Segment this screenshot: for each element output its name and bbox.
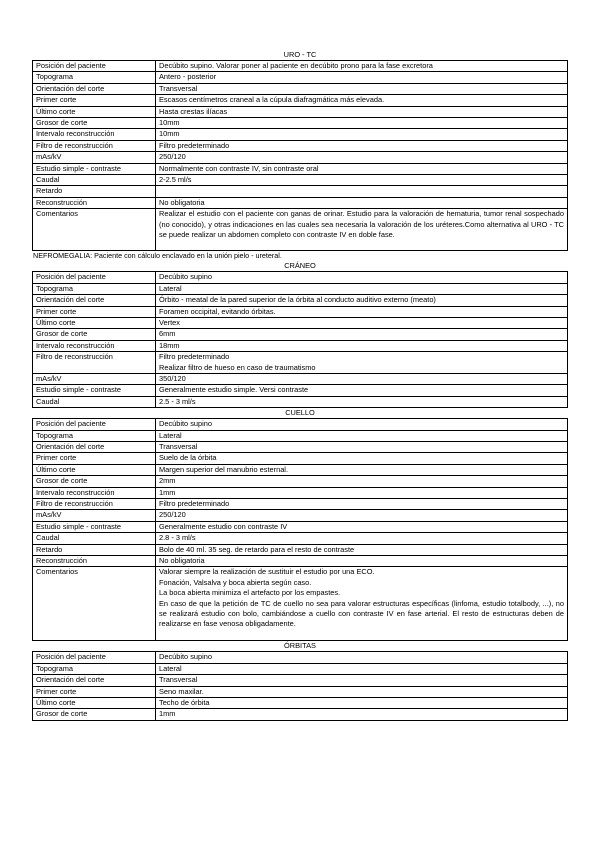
row-value — [156, 453, 568, 464]
protocol-table-craneo — [32, 271, 568, 408]
row-value-line: 2.8 - 3 ml/s — [159, 533, 196, 543]
row-value — [156, 186, 568, 197]
table-row — [33, 209, 568, 251]
row-label: Posición del paciente — [33, 272, 156, 283]
row-value — [156, 533, 568, 544]
row-label: Topograma — [33, 72, 156, 83]
protocol-table-cuello — [32, 418, 568, 641]
table-row — [33, 163, 568, 174]
table-row — [33, 283, 568, 294]
row-value — [156, 373, 568, 384]
table-row — [33, 175, 568, 186]
row-label: Estudio simple - contraste — [33, 521, 156, 532]
row-value — [156, 487, 568, 498]
row-value-line: Normalmente con contraste IV, sin contraste oral — [159, 163, 319, 173]
row-value-line: Transversal — [159, 675, 198, 685]
row-value-line: Lateral — [159, 663, 182, 673]
row-value-line: Decúbito supino — [159, 419, 213, 429]
row-label: Intervalo reconstrucción — [33, 340, 156, 351]
row-value — [156, 419, 568, 430]
table-row — [33, 106, 568, 117]
row-value — [156, 83, 568, 94]
row-label: Intervalo reconstrucción — [33, 487, 156, 498]
row-label: Intervalo reconstrucción — [33, 129, 156, 140]
row-label: Posición del paciente — [33, 652, 156, 663]
table-row — [33, 476, 568, 487]
row-label: Orientación del corte — [33, 83, 156, 94]
row-value-line: Filtro predeterminado — [159, 140, 230, 150]
table-row — [33, 352, 568, 374]
row-label: Orientación del corte — [33, 441, 156, 452]
row-value — [156, 175, 568, 186]
row-label: Reconstrucción — [33, 556, 156, 567]
row-value-line: 350/120 — [159, 373, 186, 383]
row-value — [156, 106, 568, 117]
row-value-line: Valorar siempre la realización de sustituir el estudio por una ECO. — [159, 567, 375, 577]
row-value — [156, 272, 568, 283]
row-value-line: Lateral — [159, 430, 182, 440]
table-row — [33, 686, 568, 697]
row-label: mAs/kV — [33, 510, 156, 521]
row-value — [156, 95, 568, 106]
table-row — [33, 533, 568, 544]
row-value — [156, 283, 568, 294]
row-value-line: 1mm — [159, 709, 176, 719]
row-value — [156, 129, 568, 140]
row-label: Topograma — [33, 283, 156, 294]
table-row — [33, 499, 568, 510]
section-title-craneo: CRÁNEO — [284, 261, 316, 271]
row-label: Estudio simple - contraste — [33, 163, 156, 174]
row-value-line: Generalmente estudio con contraste IV — [159, 521, 288, 531]
table-row — [33, 340, 568, 351]
row-value-line: 6mm — [159, 329, 176, 339]
row-label: Posición del paciente — [33, 419, 156, 430]
protocol-table-orbitas — [32, 651, 568, 720]
row-value — [156, 197, 568, 208]
row-value — [156, 464, 568, 475]
table-row — [33, 567, 568, 641]
row-value — [156, 152, 568, 163]
row-value-line: Vertex — [159, 317, 180, 327]
row-value-line: Transversal — [159, 83, 198, 93]
row-value — [156, 163, 568, 174]
row-label: Caudal — [33, 396, 156, 407]
row-label: mAs/kV — [33, 152, 156, 163]
row-value-line: 2mm — [159, 476, 176, 486]
section-note: NEFROMEGALIA: Paciente con cálculo enclavado en la unión pielo - ureteral. — [33, 251, 282, 261]
row-value-line: 18mm — [159, 340, 180, 350]
row-label: Grosor de corte — [33, 118, 156, 129]
row-value — [156, 385, 568, 396]
row-value — [156, 499, 568, 510]
row-label: Grosor de corte — [33, 329, 156, 340]
row-value-line: En caso de que la petición de TC de cuello no sea para valorar estructuras específicas (linfoma, estudio totalbody, ...), no se realizará estudio con bolo, cambiándose a cuello con contraste IV en fase arterial. El resto de estructuras deben de realizarse en fase venosa obligadamente. — [159, 598, 564, 629]
row-value-line: 250/120 — [159, 152, 186, 162]
row-value-line: Realizar el estudio con el paciente con ganas de orinar. Estudio para la valoración de hematuria, tumor renal sospechado (no conocido), y otras indicaciones en las cuales sea necesaria la valoración de los uréteres.Como alternativa al URO - TC se puede realizar un abdomen completo con contraste IV en doble fase. — [159, 209, 564, 240]
row-value — [156, 556, 568, 567]
table-row — [33, 152, 568, 163]
table-row — [33, 663, 568, 674]
row-value-line: Decúbito supino — [159, 272, 213, 282]
row-value-line: Decúbito supino — [159, 652, 213, 662]
row-value — [156, 544, 568, 555]
table-row — [33, 295, 568, 306]
row-value — [156, 567, 568, 641]
row-value-line: Hasta crestas ilíacas — [159, 106, 228, 116]
row-label: Último corte — [33, 317, 156, 328]
table-row — [33, 197, 568, 208]
table-row — [33, 140, 568, 151]
row-value — [156, 675, 568, 686]
row-value-line: Decúbito supino. Valorar poner al paciente en decúbito prono para la fase excretora — [159, 61, 433, 70]
row-value — [156, 295, 568, 306]
table-row — [33, 373, 568, 384]
row-label: Filtro de reconstrucción — [33, 140, 156, 151]
table-row — [33, 521, 568, 532]
table-row — [33, 510, 568, 521]
row-value — [156, 352, 568, 374]
table-row — [33, 396, 568, 407]
row-value-line: Fonación, Valsalva y boca abierta según caso. — [159, 577, 312, 587]
row-value-line: Órbito - meatal de la pared superior de la órbita al conducto auditivo externo (meato) — [159, 295, 436, 305]
row-value — [156, 329, 568, 340]
row-value-line: Transversal — [159, 441, 198, 451]
table-row — [33, 118, 568, 129]
row-label: Grosor de corte — [33, 709, 156, 720]
row-value — [156, 521, 568, 532]
table-row — [33, 675, 568, 686]
row-label: Filtro de reconstrucción — [33, 499, 156, 510]
row-label: Estudio simple - contraste — [33, 385, 156, 396]
row-value-line: 10mm — [159, 129, 180, 139]
row-value-line: Lateral — [159, 283, 182, 293]
row-label: Orientación del corte — [33, 295, 156, 306]
row-label: Caudal — [33, 533, 156, 544]
table-row — [33, 464, 568, 475]
table-row — [33, 556, 568, 567]
row-label: Comentarios — [33, 567, 156, 641]
row-value-line: La boca abierta minimiza el artefacto por los empastes. — [159, 588, 341, 598]
table-row — [33, 306, 568, 317]
row-value-line: 250/120 — [159, 510, 186, 520]
row-label: Primer corte — [33, 453, 156, 464]
row-label: Último corte — [33, 464, 156, 475]
row-value-line: 1mm — [159, 487, 176, 497]
table-row — [33, 441, 568, 452]
row-label: Orientación del corte — [33, 675, 156, 686]
row-value — [156, 209, 568, 251]
row-value-line: No obligatoria — [159, 197, 205, 207]
row-value-line: Seno maxilar. — [159, 686, 204, 696]
row-value-line: Filtro predeterminado — [159, 499, 230, 508]
row-value — [156, 476, 568, 487]
row-label: Topograma — [33, 430, 156, 441]
row-value-line: 2-2.5 ml/s — [159, 175, 192, 185]
row-label: Posición del paciente — [33, 61, 156, 72]
row-value-line: Foramen occipital, evitando órbitas. — [159, 306, 276, 316]
row-label: Caudal — [33, 175, 156, 186]
row-label: Primer corte — [33, 95, 156, 106]
document-page — [32, 50, 568, 721]
table-row — [33, 419, 568, 430]
row-label: Último corte — [33, 698, 156, 709]
row-value-line: Suelo de la órbita — [159, 453, 217, 463]
row-value — [156, 306, 568, 317]
section-title-uro-tc: URO - TC — [283, 50, 317, 59]
table-row — [33, 544, 568, 555]
table-row — [33, 698, 568, 709]
row-value — [156, 663, 568, 674]
row-label: Retardo — [33, 544, 156, 555]
table-row — [33, 95, 568, 106]
table-row — [33, 430, 568, 441]
row-value — [156, 709, 568, 720]
table-row — [33, 329, 568, 340]
row-value — [156, 396, 568, 407]
row-value-line: Generalmente estudio simple. Versi contraste — [159, 385, 309, 395]
table-row — [33, 61, 568, 72]
row-value-line: 2.5 - 3 ml/s — [159, 396, 196, 406]
row-value — [156, 652, 568, 663]
row-value-line: Techo de órbita — [159, 698, 210, 708]
table-row — [33, 83, 568, 94]
row-value-line: Bolo de 40 ml. 35 seg. de retardo para el resto de contraste — [159, 544, 355, 554]
row-value — [156, 140, 568, 151]
row-value-line: Escasos centímetros craneal a la cúpula diafragmática más elevada. — [159, 95, 385, 105]
row-label: Topograma — [33, 663, 156, 674]
row-value-line: Margen superior del manubrio esternal. — [159, 464, 288, 474]
row-label: Filtro de reconstrucción — [33, 352, 156, 374]
row-label: Primer corte — [33, 306, 156, 317]
row-label: Comentarios — [33, 209, 156, 251]
row-label: Retardo — [33, 186, 156, 197]
row-label: mAs/kV — [33, 373, 156, 384]
row-value-line: Antero - posterior — [159, 72, 217, 82]
row-value — [156, 430, 568, 441]
row-label: Primer corte — [33, 686, 156, 697]
table-row — [33, 487, 568, 498]
table-row — [33, 272, 568, 283]
row-label: Último corte — [33, 106, 156, 117]
table-row — [33, 385, 568, 396]
row-value-line: Realizar filtro de hueso en caso de traumatismo — [159, 362, 316, 372]
table-row — [33, 317, 568, 328]
row-value-line: Filtro predeterminado — [159, 352, 230, 362]
row-label: Grosor de corte — [33, 476, 156, 487]
row-value — [156, 72, 568, 83]
table-row — [33, 129, 568, 140]
table-row — [33, 186, 568, 197]
row-value — [156, 61, 568, 72]
row-label: Reconstrucción — [33, 197, 156, 208]
row-value-line: No obligatoria — [159, 556, 205, 566]
table-row — [33, 709, 568, 720]
row-value — [156, 317, 568, 328]
section-title-cuello: CUELLO — [285, 408, 315, 418]
table-row — [33, 453, 568, 464]
row-value — [156, 441, 568, 452]
protocol-table-uro-tc — [32, 60, 568, 251]
table-row — [33, 652, 568, 663]
table-row — [33, 72, 568, 83]
row-value — [156, 510, 568, 521]
section-title-orbitas: ÓRBITAS — [284, 641, 316, 651]
row-value — [156, 118, 568, 129]
row-value — [156, 698, 568, 709]
row-value — [156, 340, 568, 351]
row-value-line: 10mm — [159, 118, 180, 128]
row-value — [156, 686, 568, 697]
